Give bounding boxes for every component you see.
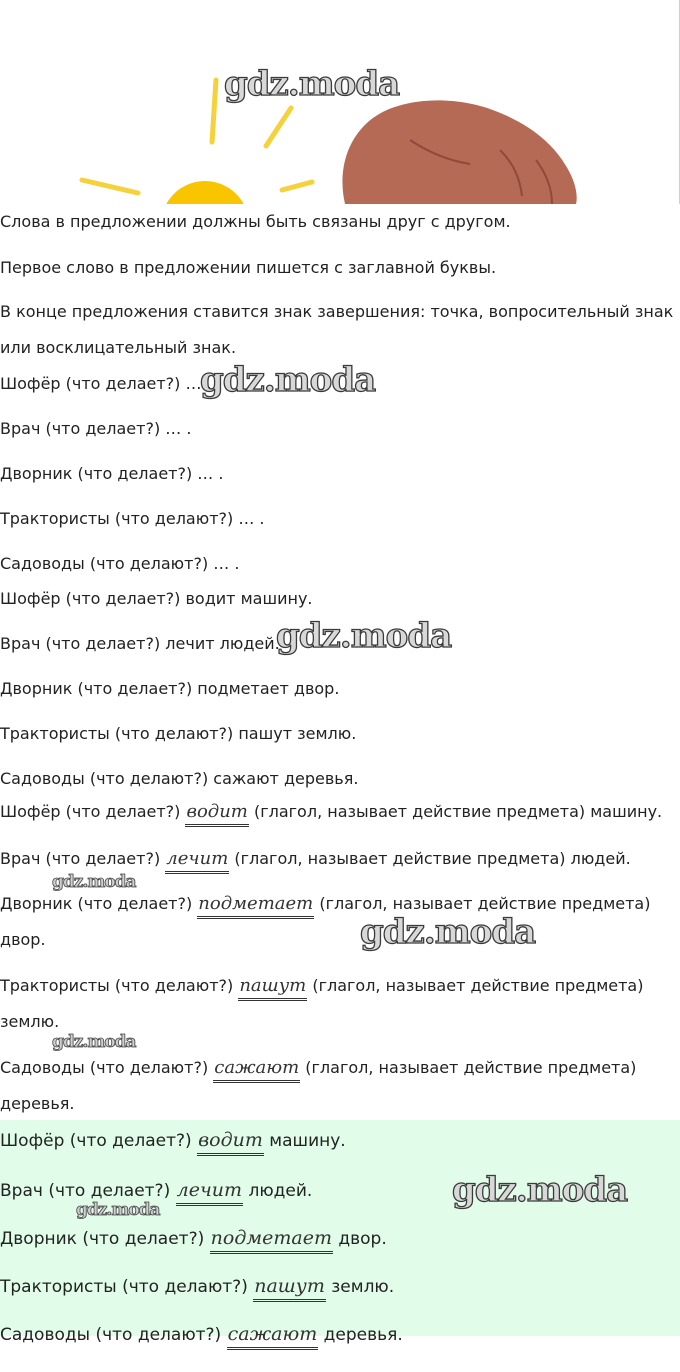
watermark: gdz.moda <box>276 616 452 656</box>
question-5: Садоводы (что делают?) … . <box>0 554 240 573</box>
rule-2: Первое слово в предложении пишется с заглавной буквы. <box>0 258 497 277</box>
annotated-line-3 <box>0 886 678 958</box>
final-line-5 <box>0 1324 403 1345</box>
verb-underlined: пашут <box>238 975 307 1001</box>
annotated-line-4 <box>0 968 678 1040</box>
verb-underlined: подметает <box>197 893 314 919</box>
subject-text: Шофёр (что делает?) <box>0 802 186 821</box>
boy-hair-icon <box>342 100 576 204</box>
note-text: (глагол, называет действие предмета) двор. <box>0 894 651 949</box>
watermark: gdz.moda <box>52 872 136 892</box>
rest-text: машину. <box>263 1131 346 1151</box>
annotated-line-1 <box>0 802 662 822</box>
answer-2: Врач (что делает?) лечит людей. <box>0 634 280 653</box>
annotated-line-2 <box>0 849 631 869</box>
note-text: (глагол, называет действие предмета) машину. <box>248 802 663 821</box>
rest-text: двор. <box>332 1229 387 1249</box>
subject-text: Врач (что делает?) <box>0 849 166 868</box>
rest-text: землю. <box>325 1277 395 1297</box>
rule-1: Слова в предложении должны быть связаны друг с другом. <box>0 212 511 231</box>
subject-text: Врач (что делает?) <box>0 1181 176 1201</box>
rest-text: людей. <box>243 1181 313 1201</box>
verb-underlined: пашут <box>253 1275 326 1302</box>
subject-text: Дворник (что делает?) <box>0 894 198 913</box>
watermark: gdz.moda <box>76 1200 160 1220</box>
watermark: gdz.moda <box>224 64 400 104</box>
watermark: gdz.moda <box>52 1032 136 1052</box>
verb-underlined: лечит <box>165 848 229 874</box>
rule-3: В конце предложения ставится знак завершения: точка, вопросительный знак или восклицательный знак. <box>0 302 674 357</box>
question-1: Шофёр (что делает?) … . <box>0 374 212 393</box>
note-text: (глагол, называет действие предмета) людей. <box>229 849 631 868</box>
final-line-4 <box>0 1276 394 1297</box>
subject-text: Шофёр (что делает?) <box>0 1131 198 1151</box>
final-answer-block <box>0 1120 680 1345</box>
verb-underlined: сажают <box>213 1057 300 1083</box>
question-2: Врач (что делает?) … . <box>0 419 192 438</box>
question-3: Дворник (что делает?) … . <box>0 464 224 483</box>
verb-underlined: лечит <box>176 1179 243 1206</box>
subject-text: Садоводы (что делают?) <box>0 1058 214 1077</box>
final-line-2 <box>0 1180 312 1201</box>
note-text: (глагол, называет действие предмета) деревья. <box>0 1058 637 1113</box>
final-line-3 <box>0 1228 387 1249</box>
answer-5: Садоводы (что делают?) сажают деревья. <box>0 769 359 788</box>
verb-underlined: подметает <box>210 1227 333 1254</box>
verb-underlined: водит <box>185 801 248 827</box>
final-line-1 <box>0 1130 346 1151</box>
verb-underlined: сажают <box>227 1323 319 1350</box>
annotated-line-5 <box>0 1050 678 1122</box>
note-text: (глагол, называет действие предмета) землю. <box>0 976 644 1031</box>
answer-3: Дворник (что делает?) подметает двор. <box>0 679 340 698</box>
watermark: gdz.moda <box>200 360 376 400</box>
rest-text: деревья. <box>318 1325 403 1345</box>
verb-underlined: водит <box>197 1129 264 1156</box>
answer-4: Трактористы (что делают?) пашут землю. <box>0 724 357 743</box>
watermark: gdz.moda <box>452 1170 628 1210</box>
subject-text: Трактористы (что делают?) <box>0 976 239 995</box>
subject-text: Дворник (что делает?) <box>0 1229 210 1249</box>
question-4: Трактористы (что делают?) … . <box>0 509 265 528</box>
answer-1: Шофёр (что делает?) водит машину. <box>0 589 313 608</box>
subject-text: Трактористы (что делают?) <box>0 1277 254 1297</box>
watermark: gdz.moda <box>360 912 536 952</box>
subject-text: Садоводы (что делают?) <box>0 1325 227 1345</box>
